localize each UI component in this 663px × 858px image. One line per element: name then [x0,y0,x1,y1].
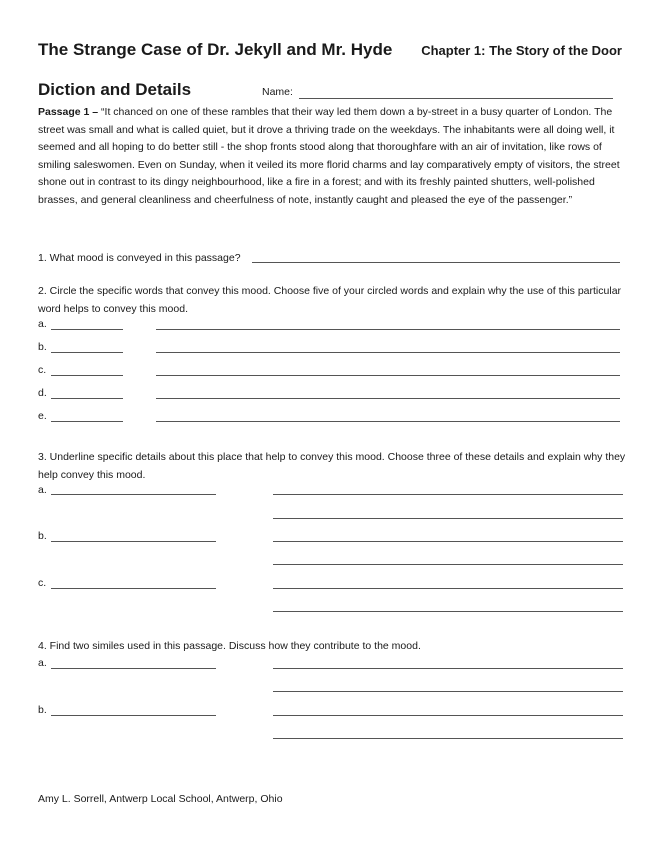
q3-explain-line-c2[interactable] [273,611,623,612]
name-label: Name: [262,86,293,98]
q4-label-b: b. [38,704,47,716]
q3-explain-line-b1[interactable] [273,541,623,542]
q2-word-line-b[interactable] [51,352,123,353]
q3-explain-line-a2[interactable] [273,518,623,519]
q2-explain-line-e[interactable] [156,421,620,422]
q3-detail-line-a[interactable] [51,494,216,495]
passage-label: Passage 1 – [38,106,99,118]
q4-discuss-line-a2[interactable] [273,691,623,692]
question-1: 1. What mood is conveyed in this passage? [38,252,241,264]
section-heading: Diction and Details [38,80,192,99]
q2-word-line-e[interactable] [51,421,123,422]
q4-discuss-line-b2[interactable] [273,738,623,739]
q3-explain-line-c1[interactable] [273,588,623,589]
q4-simile-line-b[interactable] [51,715,216,716]
q3-label-c: c. [38,577,47,589]
question-1-answer-line[interactable] [252,262,620,263]
name-field-line[interactable] [299,98,613,99]
q2-label-b: b. [38,341,47,353]
question-3: 3. Underline specific details about this place that help to convey this mood. Choose three of these details and explain why they help convey this mood. [38,451,626,481]
question-4: 4. Find two similes used in this passage. Discuss how they contribute to the mood. [38,640,421,652]
q2-explain-line-b[interactable] [156,352,620,353]
q2-explain-line-d[interactable] [156,398,620,399]
q2-label-a: a. [38,318,47,330]
passage-body: “It chanced on one of these rambles that their way led them down a by-street in a busy quarter of London. The street was small and what is called quiet, but it drove a thriving trade on the weekdays. The inhabitants were all doing well, it seemed and all hoping to do better still - the shop fronts stood along that thoroughfare with an air of invitation, like rows of smiling saleswomen. Even on Sunday, when it veiled its more florid charms and lay comparatively empty of visitors, the street shone out in contrast to its dingy neighbourhood, like a fire in a forest; and with its freshly painted shutters, well-polished brasses, and general cleanliness and cheerfulness of note, instantly caught and pleased the eye of the passenger.” [38,106,620,206]
q3-explain-line-a1[interactable] [273,494,623,495]
q2-label-d: d. [38,387,47,399]
q3-detail-line-b[interactable] [51,541,216,542]
author-credit: Amy L. Sorrell, Antwerp Local School, Antwerp, Ohio [38,793,283,805]
q2-word-line-a[interactable] [51,329,123,330]
worksheet-title: The Strange Case of Dr. Jekyll and Mr. Hyde [38,40,393,59]
q3-explain-line-b2[interactable] [273,564,623,565]
q3-label-a: a. [38,484,47,496]
q2-label-c: c. [38,364,47,376]
q4-discuss-line-a1[interactable] [273,668,623,669]
q2-explain-line-a[interactable] [156,329,620,330]
q4-discuss-line-b1[interactable] [273,715,623,716]
q3-label-b: b. [38,530,47,542]
q4-simile-line-a[interactable] [51,668,216,669]
q2-word-line-c[interactable] [51,375,123,376]
q4-label-a: a. [38,657,47,669]
q2-explain-line-c[interactable] [156,375,620,376]
q2-label-e: e. [38,410,47,422]
passage-text [38,104,626,210]
question-2: 2. Circle the specific words that convey this mood. Choose five of your circled words and explain why the use of this particular word helps to convey this mood. [38,285,622,315]
q2-word-line-d[interactable] [51,398,123,399]
chapter-heading: Chapter 1: The Story of the Door [421,43,622,58]
q3-detail-line-c[interactable] [51,588,216,589]
